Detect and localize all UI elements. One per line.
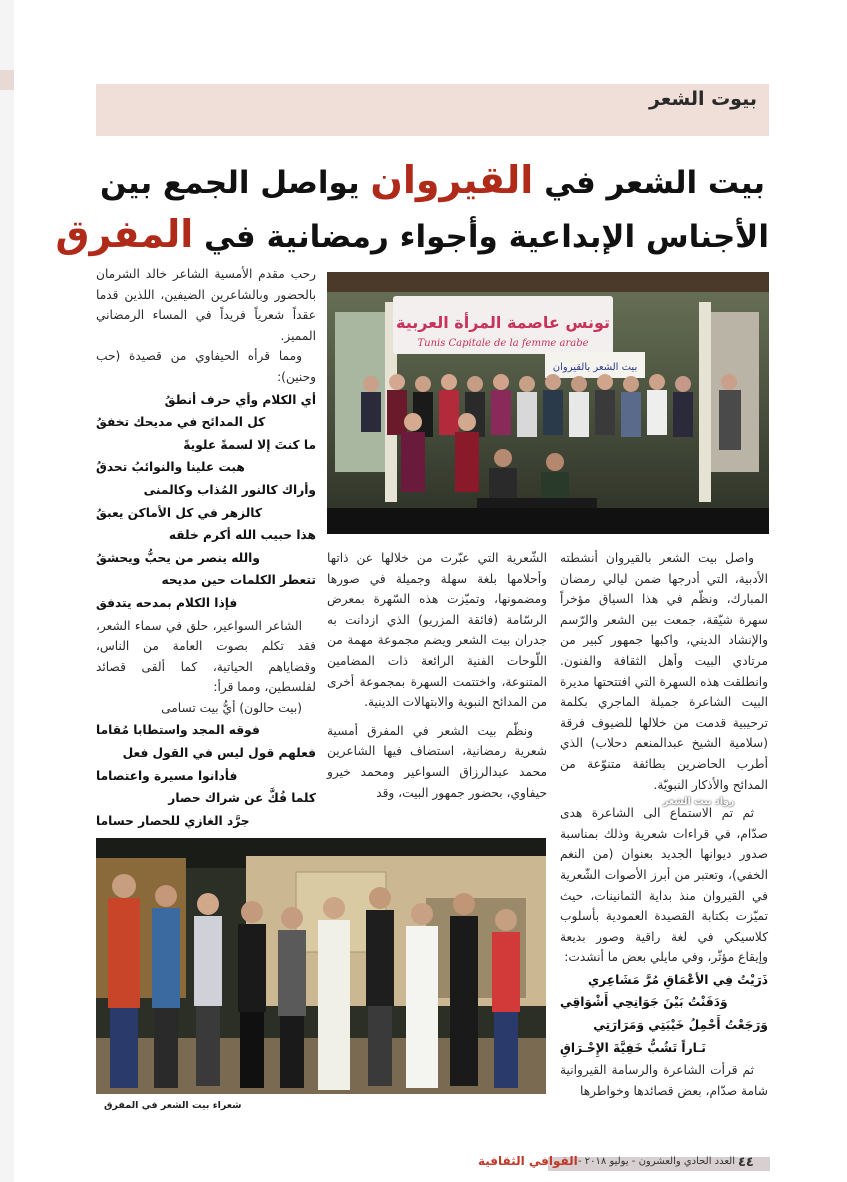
headline-highlight-mafraq: المفرق xyxy=(55,212,194,256)
top-photo-sign-text: بيت الشعر بالقيروان xyxy=(552,362,638,373)
verse-line: فعلهم قول ليس في القول فعل xyxy=(122,746,316,761)
article-column-middle xyxy=(327,548,547,803)
verse-line: جرَّد الغازي للحصار حساما xyxy=(96,813,250,828)
paragraph: ومما قرأه الحيفاوي من قصيدة (حب وحنين): xyxy=(96,349,316,384)
headline-line-1 xyxy=(96,158,769,202)
article-column-right xyxy=(560,548,768,1101)
verse-line: ذَرَيْتُ فِي الأعْمَاقِ مُرَّ مَشَاعِري xyxy=(588,972,768,987)
top-photo-caption: رواد بيت الشعر xyxy=(663,796,735,807)
page-number: ٤٤ xyxy=(738,1155,754,1170)
verse-line: كلما فُكَّ عن شراك حصار xyxy=(168,791,316,806)
bottom-photo-poets xyxy=(96,838,546,1094)
article-column-left xyxy=(96,264,316,833)
headline-line-2 xyxy=(55,212,769,256)
verse-line: كل المدائح في مديحك تخفقُ xyxy=(96,415,266,430)
bottom-photo-illustration xyxy=(96,838,546,1094)
bottom-photo-caption: شعراء بيت الشعر في المفرق xyxy=(104,1100,242,1111)
magazine-brand: القوافي الثقافية xyxy=(478,1154,578,1168)
paragraph: ونظّم بيت الشعر في المفرق أمسية شعرية رمضانية، استضاف فيها الشاعرين محمد عبدالرزاق السواعير ومحمد خيرو حيفاوي، بحضور جمهور البيت، وقد xyxy=(327,723,547,800)
verse-line: هذا حبيب الله أكرم خلقه xyxy=(168,528,316,543)
top-photo-illustration xyxy=(327,272,769,534)
verse-line: وَرَجَعْتُ أَحْمِلُ خَيْبَتِي وَمَرَارَتِي xyxy=(593,1018,768,1033)
verse-line: نَـاراً تَشُبُّ خَفِيَّةَ الإِحْـرَاقِ xyxy=(560,1040,706,1055)
headline-line-1-pre: بيت الشعر في xyxy=(533,165,766,201)
headline-highlight-kairouan: القيروان xyxy=(370,158,534,202)
top-photo-banner-subtext: Tunis Capitale de la femme arabe xyxy=(417,338,589,349)
edge-accent xyxy=(0,70,14,90)
verse-line: وأراك كالنور المُذاب وكالمنى xyxy=(143,482,316,497)
verse-line: كالزهر في كل الأماكن يعبقُ xyxy=(96,505,262,520)
page-edge-strip xyxy=(0,0,14,1182)
verse-line: تتعطر الكلمات حين مديحه xyxy=(161,573,316,588)
issue-info: العدد الحادي والعشرون - يوليو ٢٠١٨ - xyxy=(577,1156,735,1167)
section-title: بيوت الشعر xyxy=(648,88,757,110)
verse-line: أي الكلام وأي حرف أنطقُ xyxy=(164,392,316,407)
verse-line: وَدَفَنْتُ بَيْنَ جَوَانِحِي أَشْوَاقِي xyxy=(560,995,728,1010)
verse-line: والله ينصر من يحبُّ ويحشقُ xyxy=(96,550,260,565)
verse-line: هبت علينا والنوائبُ تحدقُ xyxy=(96,460,245,475)
verse-line: فوقه المجد واستطابا مُقاما xyxy=(96,723,260,738)
paragraph: ثم تم الاستماع الى الشاعرة هدى صدّام، في قراءات شعرية وذلك بمناسبة صدور ديوانها الجديد بعنوان (من النغم الخفي)، وتعتبر من أبرز الأصوات الشّعرية في القيروان منذ بداية الثمانينات، حيث تميّزت بكتابة القصيدة العمودية بأسلوب كلاسيكي في لغة راقية وصور بديعة وإيقاع مؤثّر، وفي مايلي بعض ما أنشدت: xyxy=(560,806,768,965)
paragraph: الشاعر السواعير، حلق في سماء الشعر، فقد تكلم بصوت العامة من الناس، وقضاياهم الحياتية، كما ألقى قصائد لفلسطين، ومما قرأ: xyxy=(96,618,316,695)
paragraph: واصل بيت الشعر بالقيروان أنشطته الأدبية، التي أدرجها ضمن ليالي رمضان المبارك، ونظّم في هذا السياق مؤخراً سهرة شيّقة، جمعت بين الشعر والرّسم والإنشاد الديني، واكبها جمهور كبير من مرتادي البيت وأهل الثقافة والفنون. وانطلقت هذه السهرة التي افتتحتها مديرة البيت الشاعرة جميلة الماجري بكلمة ترحيبية قدمت من خلالها للضيوف فرقة (سلامية الشيخ عبدالمنعم دحلاب) الذي أطرب الحاضرين بطائفة متنوّعة من المدائح والأذكار النبويّة. xyxy=(560,551,768,792)
paragraph: الشّعرية التي عبّرت من خلالها عن ذاتها وأحلامها بلغة سهلة وجميلة في صورها ومضمونها، وتميّزت هذه السّهرة بمعرض الرسّامة (فائقة المزريو) الذي ازدانت به جدران بيت الشعر ويضم مجموعة مهمة من اللّوحات الفنية الرائعة ذات المضامين المتنوعة، واختتمت السهرة بمجموعة أخرى من المدائح النبوية والابتهالات الدينية. xyxy=(327,551,547,710)
verse-line: ما كنتَ إلا لسمةً علويةً xyxy=(183,437,316,452)
paragraph: رحب مقدم الأمسية الشاعر خالد الشرمان بالحضور وبالشاعرين الضيفين، اللذين قدما عقداً شعرياً فريداً في المساء الرمضاني المميز. xyxy=(96,267,316,343)
verse-line: فإذا الكلام بمدحه يتدفق xyxy=(96,595,238,610)
top-photo-banner-text: تونس عاصمة المرأة العربية xyxy=(395,313,611,332)
headline-line-2-pre: الأجناس الإبداعية وأجواء رمضانية في xyxy=(193,219,769,255)
verse-line: فأدانوا مسيرة واعتصاما xyxy=(96,768,238,783)
page-footer xyxy=(0,1152,847,1174)
paragraph: (بيت حالون) أيُّ بيت تسامى xyxy=(161,700,302,715)
paragraph: ثم قرأت الشاعرة والرسامة القيروانية شامة صدّام، بعض قصائدها وخواطرها xyxy=(560,1063,768,1098)
headline-line-1-post: يواصل الجمع بين xyxy=(99,165,371,201)
